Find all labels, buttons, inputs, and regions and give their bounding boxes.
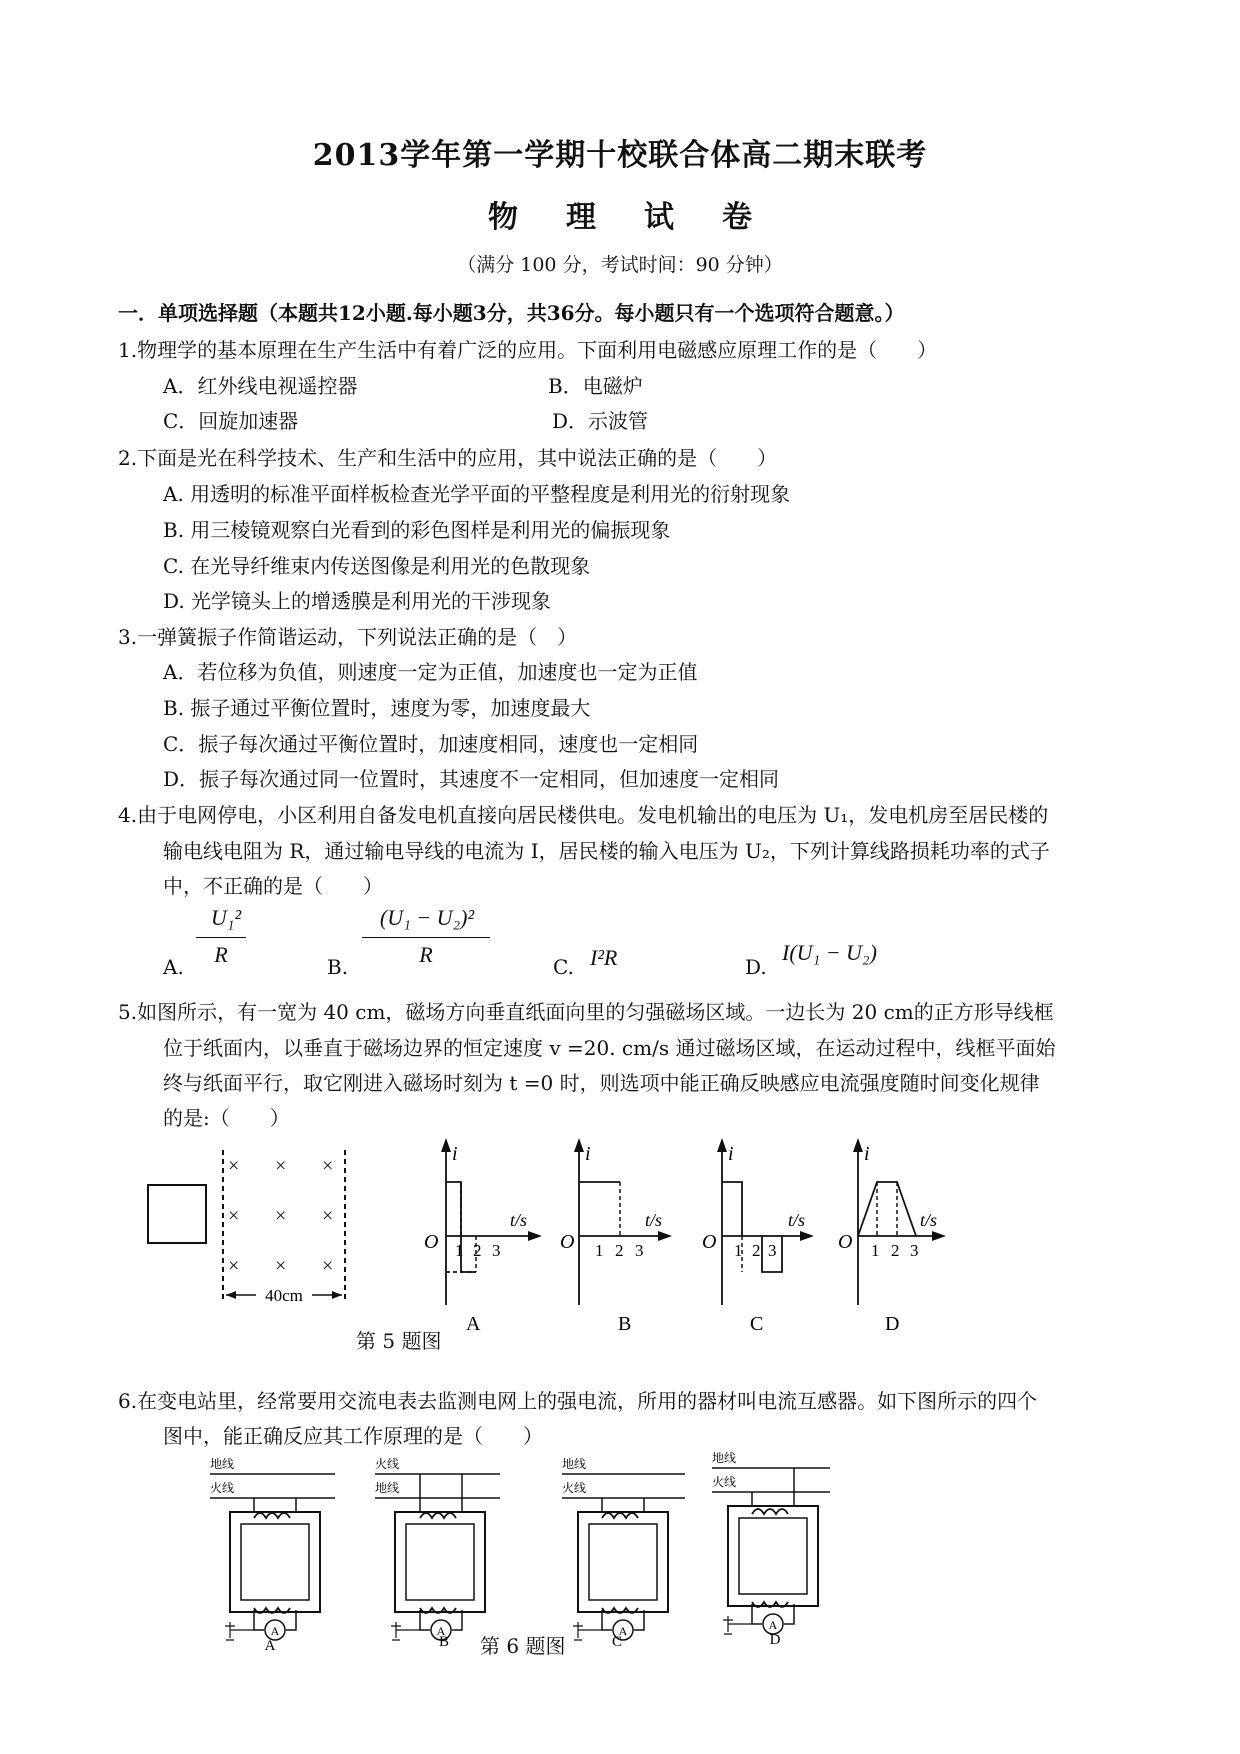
q2-option-c: C. 在光导纤维束内传送图像是利用光的色散现象 <box>163 554 591 578</box>
q4-option-b-denominator: R <box>419 942 433 967</box>
tick-label: 1 <box>455 1241 464 1260</box>
tick-label: 3 <box>910 1241 919 1260</box>
origin-label: O <box>702 1231 717 1253</box>
q6-figure <box>0 1450 1240 1650</box>
tick-label: 2 <box>615 1241 624 1260</box>
q4-option-a-numerator: U₁² <box>210 905 242 930</box>
q2-option-b: B. 用三棱镜观察白光看到的彩色图样是利用光的偏振现象 <box>163 518 671 542</box>
tick-label: 3 <box>492 1241 501 1260</box>
q1-option-d: D．示波管 <box>552 409 649 433</box>
axis-t-label: t/s <box>920 1210 938 1230</box>
tick-label: 2 <box>752 1241 761 1260</box>
axis-t-label: t/s <box>645 1210 663 1230</box>
fraction-bar <box>196 937 246 938</box>
graph-d <box>838 1138 946 1335</box>
axis-i-label: i <box>585 1143 591 1165</box>
exam-info: （满分 100 分，考试时间：90 分钟） <box>457 254 783 276</box>
width-label: 40cm <box>265 1286 303 1305</box>
q1-option-c: C．回旋加速器 <box>163 409 299 433</box>
q5-line2: 位于纸面内，以垂直于磁场边界的恒定速度 v =20. cm/s 通过磁场区域，在运动过程中，线框平面始 <box>163 1036 1056 1060</box>
q6-line1: 6.在变电站里，经常要用交流电表去监测电网上的强电流，所用的器材叫电流互感器。如下图所示的四个 <box>118 1389 1038 1413</box>
q5-line1: 5.如图所示，有一宽为 40 cm，磁场方向垂直纸面向里的匀强磁场区域。一边长为 20 cm的正方形导线框 <box>118 1000 1054 1024</box>
arrow-left-icon <box>226 1291 236 1299</box>
wire-label: 地线 <box>375 1481 400 1495</box>
svg-text:×: × <box>322 1155 334 1177</box>
tick-label: 1 <box>734 1241 743 1260</box>
fig-label-a: A <box>264 1638 276 1650</box>
axis-t-label: t/s <box>510 1210 528 1230</box>
transformer-diagram-a <box>210 1456 335 1650</box>
q2-option-d: D. 光学镜头上的增透膜是利用光的干涉现象 <box>163 589 552 613</box>
tick-label: 2 <box>891 1241 900 1260</box>
q4-option-a-label: A. <box>163 955 184 979</box>
ground-icon <box>391 1622 420 1640</box>
tick-label: 3 <box>635 1241 644 1260</box>
q4-line2: 输电线电阻为 R，通过输电导线的电流为 I，居民楼的输入电压为 U₂，下列计算线路损耗功率的式子 <box>163 839 1050 863</box>
q3-option-c: C．振子每次通过平衡位置时，加速度相同，速度也一定相同 <box>163 732 699 756</box>
wire-label: 火线 <box>375 1457 400 1471</box>
exam-title: 2013学年第一学期十校联合体高二期末联考 <box>312 138 928 173</box>
axis-arrow-icon <box>717 1138 727 1152</box>
q6-line2: 图中，能正确反应其工作原理的是（ ） <box>163 1424 543 1448</box>
ground-icon <box>723 1616 752 1634</box>
axis-arrow-icon <box>441 1138 451 1152</box>
graph-a <box>424 1138 542 1335</box>
graph-label-c: C <box>750 1313 764 1335</box>
axis-arrow-icon <box>932 1231 946 1241</box>
svg-text:×: × <box>275 1155 287 1177</box>
axis-i-label: i <box>864 1143 870 1165</box>
svg-text:×: × <box>228 1205 240 1227</box>
graph-label-b: B <box>618 1313 632 1335</box>
q5-figure <box>0 1130 1240 1350</box>
tick-label: 2 <box>473 1241 482 1260</box>
q4-option-d-label: D. <box>745 955 767 979</box>
wire-label: 地线 <box>210 1457 235 1471</box>
svg-text:×: × <box>228 1155 240 1177</box>
q5-line4: 的是:（ ） <box>163 1106 290 1130</box>
section-heading: 一．单项选择题（本题共12小题.每小题3分，共36分。每小题只有一个选项符合题意。） <box>118 301 905 325</box>
q4-line1: 4.由于电网停电，小区利用自备发电机直接向居民楼供电。发电机输出的电压为 U₁，发电机房至居民楼的 <box>118 803 1049 827</box>
q3-stem: 3.一弹簧振子作简谐运动，下列说法正确的是（ ） <box>118 625 578 649</box>
graph-b <box>560 1138 672 1335</box>
axis-i-label: i <box>452 1143 458 1165</box>
transformer-diagram-d <box>712 1450 830 1648</box>
wire-label: 火线 <box>210 1481 235 1495</box>
svg-text:×: × <box>275 1205 287 1227</box>
q5-caption: 第 5 题图 <box>356 1329 442 1353</box>
square-loop <box>148 1185 206 1243</box>
meter-label: A <box>768 1618 778 1632</box>
q4-option-d-formula: I(U₁ − U₂) <box>782 940 877 965</box>
q4-option-b-label: B. <box>327 955 349 979</box>
transformer-diagram-c <box>562 1456 685 1650</box>
fig-label-b: B <box>438 1634 450 1650</box>
q1-option-a: A．红外线电视遥控器 <box>163 374 358 398</box>
axis-arrow-icon <box>574 1138 584 1152</box>
q4-option-c-formula: I²R <box>590 945 618 970</box>
arrow-right-icon <box>332 1291 342 1299</box>
origin-label: O <box>560 1231 575 1253</box>
tick-label: 1 <box>595 1241 604 1260</box>
magnetic-field-crosses <box>228 1155 333 1277</box>
wire-label: 火线 <box>712 1475 737 1489</box>
meter-label: A <box>618 1624 628 1638</box>
q2-option-a: A. 用透明的标准平面样板检查光学平面的平整程度是利用光的衍射现象 <box>163 482 791 506</box>
axis-arrow-icon <box>853 1138 863 1152</box>
axis-arrow-icon <box>658 1231 672 1241</box>
q3-option-b: B. 振子通过平衡位置时，速度为零，加速度最大 <box>163 696 591 720</box>
tick-label: 3 <box>768 1241 777 1260</box>
axis-i-label: i <box>728 1143 734 1165</box>
subject-char: 卷 <box>722 200 752 235</box>
ground-icon <box>573 1622 602 1640</box>
subject-char: 理 <box>566 200 596 235</box>
graph-c <box>702 1138 814 1335</box>
q4-line3: 中，不正确的是（ ） <box>163 874 383 898</box>
q2-stem: 2.下面是光在科学技术、生产和生活中的应用，其中说法正确的是（ ） <box>118 446 778 470</box>
axis-arrow-icon <box>800 1231 814 1241</box>
graph-label-d: D <box>885 1313 900 1335</box>
tick-label: 1 <box>871 1241 880 1260</box>
q3-option-d: D．振子每次通过同一位置时，其速度不一定相同，但加速度一定相同 <box>163 767 780 791</box>
q4-option-c-label: C. <box>553 955 574 979</box>
subject-char: 试 <box>644 200 674 235</box>
meter-label: A <box>436 1624 446 1638</box>
svg-text:×: × <box>275 1255 287 1277</box>
svg-text:×: × <box>322 1255 334 1277</box>
wire-label: 火线 <box>562 1481 587 1495</box>
axis-arrow-icon <box>528 1231 542 1241</box>
q1-option-b: B．电磁炉 <box>548 374 643 398</box>
q3-option-a: A．若位移为负值，则速度一定为正值，加速度也一定为正值 <box>163 660 698 684</box>
wire-label: 地线 <box>712 1451 737 1465</box>
fraction-bar <box>362 937 490 938</box>
q1-stem: 1.物理学的基本原理在生产生活中有着广泛的应用。下面利用电磁感应原理工作的是（ ） <box>118 338 938 362</box>
ground-icon <box>225 1622 254 1640</box>
q4-option-a-denominator: R <box>214 942 228 967</box>
axis-t-label: t/s <box>788 1210 806 1230</box>
subject-title <box>0 192 1240 236</box>
graph-label-a: A <box>466 1313 481 1335</box>
origin-label: O <box>838 1231 853 1253</box>
subject-char: 物 <box>488 200 518 235</box>
meter-label: A <box>270 1624 280 1638</box>
transformer-diagram-b <box>375 1456 500 1650</box>
wire-label: 地线 <box>562 1457 587 1471</box>
svg-text:×: × <box>322 1205 334 1227</box>
q5-line3: 终与纸面平行，取它刚进入磁场时刻为 t =0 时，则选项中能正确反映感应电流强度随时间变化规律 <box>163 1071 1040 1095</box>
svg-text:×: × <box>228 1255 240 1277</box>
origin-label: O <box>424 1231 439 1253</box>
fig-label-c: C <box>611 1634 623 1650</box>
q4-option-b-numerator: (U₁ − U₂)² <box>379 905 475 930</box>
q6-caption: 第 6 题图 <box>480 1634 566 1658</box>
fig-label-d: D <box>769 1632 781 1648</box>
